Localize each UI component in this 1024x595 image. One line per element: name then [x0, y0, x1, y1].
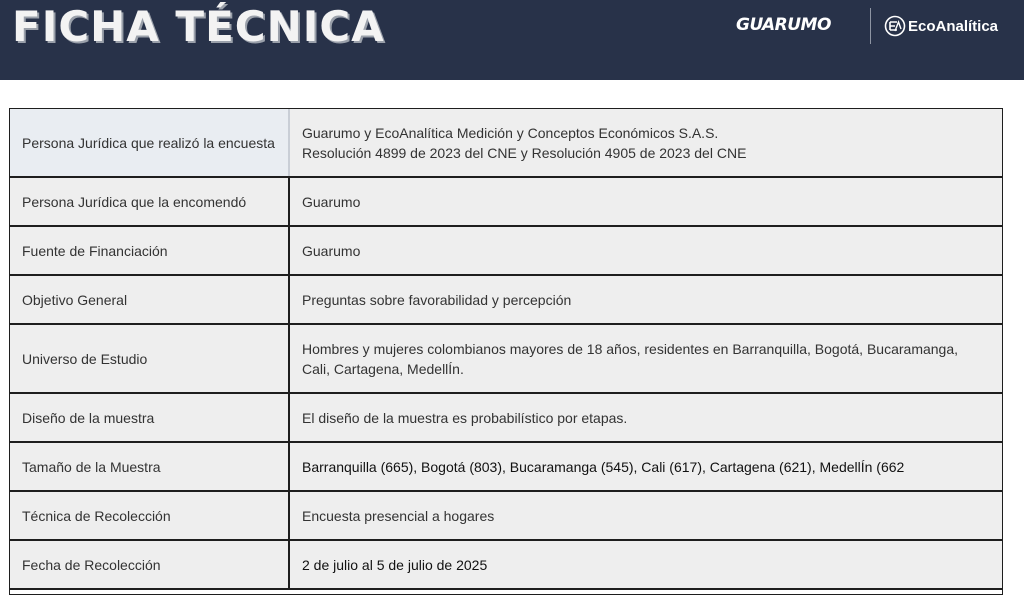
row-value: [290, 541, 1002, 588]
guarumo-logo: GUARUMO: [736, 15, 831, 35]
row-value-line: Hombres y mujeres colombianos mayores de 18 años, residentes en Barranquilla, Bogotá, Bucaramanga,: [302, 340, 959, 357]
technical-sheet-table: [9, 108, 1003, 595]
page-title: FICHA TÉCNICA: [12, 2, 385, 51]
row-label: Objetivo General: [10, 276, 290, 323]
row-value: [290, 492, 1002, 539]
row-value-line: 2 de julio al 5 de julio de 2025: [302, 556, 488, 573]
row-value-line: Guarumo y EcoAnalítica Medición y Conceptos Económicos S.A.S.: [302, 124, 719, 141]
table-row: [10, 541, 1002, 590]
header-bar: [0, 0, 1024, 80]
row-label: Persona Jurídica que la encomendó: [10, 178, 290, 225]
row-label: Universo de Estudio: [10, 325, 290, 392]
row-label: Fecha de Recolección: [10, 541, 290, 588]
row-value-line: Resolución 4899 de 2023 del CNE y Resolución 4905 de 2023 del CNE: [302, 144, 747, 161]
row-value-line: Preguntas sobre favorabilidad y percepción: [302, 291, 572, 308]
eco-analitica-logo-icon: [884, 15, 906, 37]
row-value: [290, 325, 1002, 392]
table-row: [10, 178, 1002, 227]
ecoanalitica-logo-text: EcoAnalítica: [908, 17, 999, 35]
row-value-line: Cali, Cartagena, MedellÍn.: [302, 360, 464, 377]
ecoanalitica-logo: [884, 13, 998, 39]
row-label: Persona Jurídica que realizó la encuesta: [10, 109, 290, 176]
row-label: Diseño de la muestra: [10, 394, 290, 441]
logo-divider: [870, 8, 871, 44]
row-value: [290, 178, 1002, 225]
row-label: Tamaño de la Muestra: [10, 443, 290, 490]
table-row: [10, 109, 1002, 178]
row-label: Técnica de Recolección: [10, 492, 290, 539]
table-row: [10, 227, 1002, 276]
row-value-line: El diseño de la muestra es probabilístico por etapas.: [302, 409, 628, 426]
row-label: Fuente de Financiación: [10, 227, 290, 274]
row-value: [290, 276, 1002, 323]
table-row: [10, 325, 1002, 394]
table-row: [10, 394, 1002, 443]
table-row: [10, 276, 1002, 325]
row-value: [290, 443, 1002, 490]
row-value-line: Guarumo: [302, 193, 361, 210]
row-value: [290, 109, 1002, 176]
table-row: [10, 492, 1002, 541]
row-value-line: Barranquilla (665), Bogotá (803), Bucaramanga (545), Cali (617), Cartagena (621), MedellÍn (662: [302, 458, 905, 475]
row-value-line: Guarumo: [302, 242, 361, 259]
table-row: [10, 443, 1002, 492]
row-value: [290, 227, 1002, 274]
row-value: [290, 394, 1002, 441]
row-value-line: Encuesta presencial a hogares: [302, 507, 495, 524]
